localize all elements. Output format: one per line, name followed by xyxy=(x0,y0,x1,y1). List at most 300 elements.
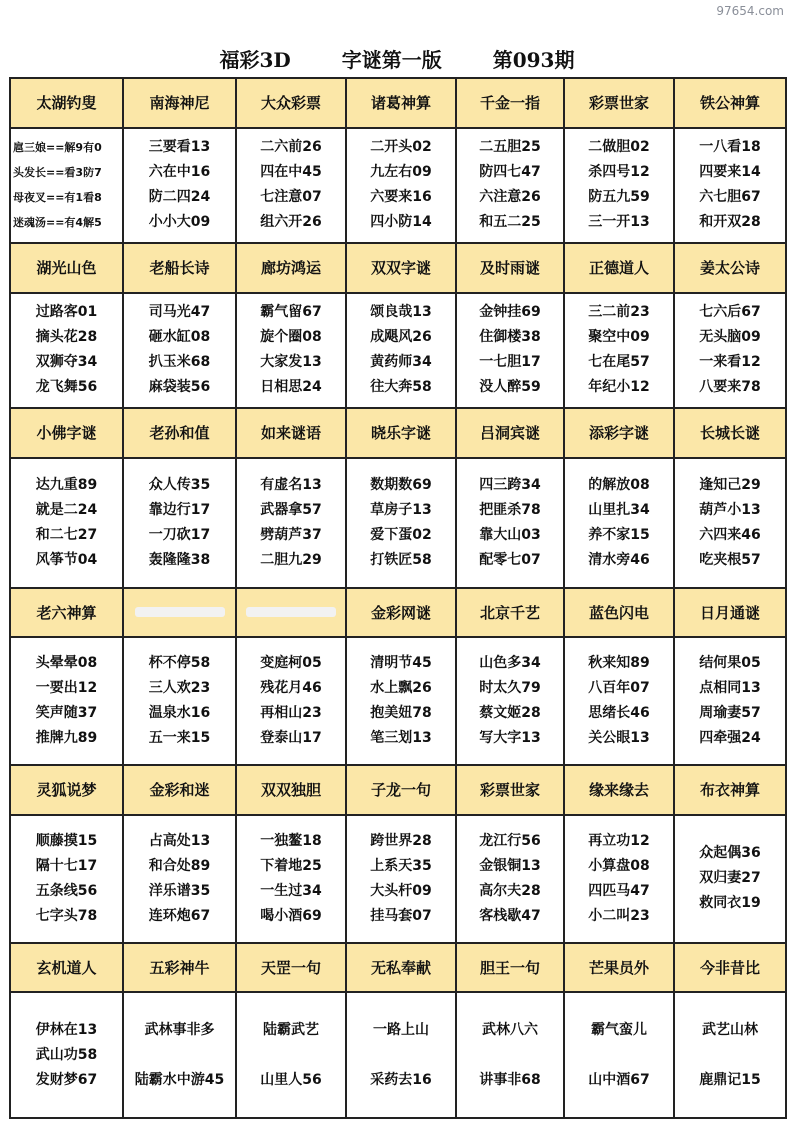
riddle-cell xyxy=(236,128,346,244)
riddle-line: 点相同13 xyxy=(699,680,761,697)
column-header xyxy=(123,408,236,458)
riddle-line xyxy=(457,1043,563,1068)
riddle-line: 数期数69 xyxy=(370,476,432,493)
riddle-line: 二胆九29 xyxy=(260,551,322,568)
riddle-line: 防二四24 xyxy=(148,189,211,206)
riddle-line: 蔡文姬28 xyxy=(479,705,541,722)
column-header-label: 老船长诗 xyxy=(149,259,210,278)
header-row xyxy=(10,765,786,815)
riddle-line: 陆霸武艺 xyxy=(263,1021,319,1038)
riddle-line: 聚空中09 xyxy=(588,329,650,346)
riddle-cell xyxy=(236,458,346,588)
column-header-label: 缘来缘去 xyxy=(588,781,649,800)
riddle-line: 防四七47 xyxy=(479,164,541,181)
column-header xyxy=(236,588,346,638)
riddle-cell xyxy=(346,815,456,943)
column-header-label: 天罡一句 xyxy=(260,958,321,977)
riddle-line: 采药去16 xyxy=(370,1071,432,1088)
riddle-line: 母夜叉==有1看8 xyxy=(13,191,102,205)
riddle-cell xyxy=(456,637,564,765)
riddle-cell xyxy=(564,458,674,588)
column-header xyxy=(346,408,456,458)
riddle-line: 三要看13 xyxy=(148,139,211,156)
riddle-line: 达九重89 xyxy=(35,476,98,493)
column-header-label: 南海神尼 xyxy=(149,94,210,113)
column-header xyxy=(456,408,564,458)
riddle-line: 一独鳌18 xyxy=(260,832,322,849)
riddle-line: 一来看12 xyxy=(699,354,761,371)
riddle-line: 六注意26 xyxy=(479,189,541,206)
riddle-line: 的解放08 xyxy=(588,476,650,493)
column-header xyxy=(346,243,456,293)
riddle-line: 有虚名13 xyxy=(260,476,322,493)
riddle-cell xyxy=(674,128,786,244)
riddle-line: 时太久79 xyxy=(479,680,541,697)
column-header-label: 布衣神算 xyxy=(699,781,760,800)
column-header xyxy=(10,943,123,993)
column-header xyxy=(564,243,674,293)
riddle-line: 高尔夫28 xyxy=(479,882,541,899)
column-header xyxy=(674,588,786,638)
riddle-line: 占高处13 xyxy=(148,832,211,849)
riddle-line: 四牵强24 xyxy=(699,730,761,747)
riddle-line: 六四来46 xyxy=(699,526,761,543)
column-header xyxy=(236,243,346,293)
riddle-line: 一生过34 xyxy=(260,882,322,899)
column-header xyxy=(564,78,674,128)
riddle-line xyxy=(237,1043,345,1068)
riddle-line: 一要出12 xyxy=(35,680,98,697)
column-header-label: 灵狐说梦 xyxy=(36,781,97,800)
riddle-line: 双狮夺34 xyxy=(35,354,98,371)
riddle-cell xyxy=(123,815,236,943)
riddle-cell xyxy=(10,293,123,409)
riddle-line: 跨世界28 xyxy=(370,832,432,849)
title-issue: 第093期 xyxy=(492,48,575,72)
riddle-cell xyxy=(564,992,674,1118)
riddle-line xyxy=(675,1043,785,1068)
riddle-line: 杀四号12 xyxy=(588,164,650,181)
riddle-cell xyxy=(346,128,456,244)
riddle-line: 推牌九89 xyxy=(35,730,98,747)
riddle-line: 和开双28 xyxy=(699,214,761,231)
riddle-cell xyxy=(564,815,674,943)
riddle-line: 鹿鼎记15 xyxy=(699,1071,761,1088)
riddle-line: 四匹马47 xyxy=(588,882,650,899)
riddle-line: 再立功12 xyxy=(588,832,650,849)
riddle-line: 四要来14 xyxy=(699,164,761,181)
riddle-cell xyxy=(123,293,236,409)
column-header-label: 无私奉献 xyxy=(370,958,431,977)
riddle-line: 年纪小12 xyxy=(588,379,650,396)
column-header xyxy=(456,243,564,293)
riddle-cell xyxy=(674,637,786,765)
riddle-cell xyxy=(456,815,564,943)
riddle-line: 山里扎34 xyxy=(588,501,650,518)
riddle-line: 组六开26 xyxy=(260,214,322,231)
riddle-line: 八要来78 xyxy=(699,379,761,396)
header-row xyxy=(10,78,786,128)
riddle-line: 下着地25 xyxy=(260,857,322,874)
riddle-line: 一八看18 xyxy=(699,139,761,156)
column-header-label: 铁公神算 xyxy=(699,94,760,113)
riddle-line: 山中酒67 xyxy=(588,1071,650,1088)
column-header-label: 诸葛神算 xyxy=(370,94,431,113)
riddle-line: 五条线56 xyxy=(35,882,98,899)
riddle-line: 往大奔58 xyxy=(370,379,432,396)
riddle-line: 七注意07 xyxy=(260,189,322,206)
riddle-line: 笔三划13 xyxy=(370,730,432,747)
column-header-label: 胆王一句 xyxy=(479,958,540,977)
riddle-line: 七字头78 xyxy=(35,907,98,924)
riddle-line: 二六前26 xyxy=(260,139,322,156)
content-row xyxy=(10,293,786,409)
column-header xyxy=(10,78,123,128)
riddle-line: 八百年07 xyxy=(588,680,650,697)
riddle-line: 发财梦67 xyxy=(35,1071,98,1088)
column-header-label: 双双字谜 xyxy=(370,259,431,278)
riddle-line: 山色多34 xyxy=(479,655,541,672)
column-header-label: 彩票世家 xyxy=(588,94,649,113)
column-header xyxy=(10,243,123,293)
column-header xyxy=(236,78,346,128)
riddle-line: 二五胆25 xyxy=(479,139,541,156)
riddle-cell xyxy=(10,637,123,765)
column-header-label: 如来谜语 xyxy=(260,424,321,443)
riddle-line: 喝小酒69 xyxy=(260,907,322,924)
column-header-label: 五彩神牛 xyxy=(149,958,210,977)
riddle-cell xyxy=(346,992,456,1118)
column-header xyxy=(236,943,346,993)
riddle-line: 龙江行56 xyxy=(479,832,541,849)
column-header xyxy=(456,78,564,128)
riddle-line: 逢知己29 xyxy=(699,476,761,493)
riddle-line: 小二叫23 xyxy=(588,907,650,924)
column-header xyxy=(346,765,456,815)
riddle-line: 笑声随37 xyxy=(35,705,98,722)
riddle-line: 五一来15 xyxy=(148,730,211,747)
riddle-line: 风筝节04 xyxy=(35,551,98,568)
riddle-line: 司马光47 xyxy=(148,304,211,321)
obscured-header xyxy=(246,607,336,617)
riddle-line: 金钟挂69 xyxy=(479,304,541,321)
riddle-line xyxy=(565,1043,673,1068)
title-edition: 字谜第一版 xyxy=(341,48,442,72)
riddle-line: 没人醉59 xyxy=(479,379,541,396)
riddle-line: 二做胆02 xyxy=(588,139,650,156)
column-header xyxy=(123,588,236,638)
riddle-line: 三人欢23 xyxy=(148,680,211,697)
riddle-line: 四小防14 xyxy=(370,214,432,231)
riddle-line: 大家发13 xyxy=(260,354,322,371)
column-header xyxy=(564,408,674,458)
riddle-line: 小小大09 xyxy=(148,214,211,231)
riddle-line: 摘头花28 xyxy=(35,329,98,346)
column-header-label: 姜太公诗 xyxy=(699,259,760,278)
riddle-line: 日相思24 xyxy=(260,379,322,396)
riddle-cell xyxy=(236,815,346,943)
column-header xyxy=(564,943,674,993)
riddle-line: 九左右09 xyxy=(370,164,432,181)
column-header-label: 长城长谜 xyxy=(699,424,760,443)
riddle-line: 轰隆隆38 xyxy=(148,551,211,568)
column-header xyxy=(674,943,786,993)
riddle-line: 七在尾57 xyxy=(588,354,650,371)
riddle-line: 双归妻27 xyxy=(699,870,761,887)
riddle-cell xyxy=(564,293,674,409)
column-header-label: 湖光山色 xyxy=(36,259,97,278)
riddle-line: 劈葫芦37 xyxy=(260,526,322,543)
column-header-label: 日月通谜 xyxy=(699,603,760,622)
column-header xyxy=(10,765,123,815)
riddle-cell xyxy=(10,992,123,1118)
header-row xyxy=(10,588,786,638)
riddle-line: 结何果05 xyxy=(699,655,761,672)
riddle-line: 写大字13 xyxy=(479,730,541,747)
riddle-table xyxy=(9,77,787,1119)
riddle-line: 洋乐谱35 xyxy=(148,882,211,899)
riddle-cell xyxy=(674,815,786,943)
column-header xyxy=(674,765,786,815)
column-header-label: 老孙和值 xyxy=(149,424,210,443)
riddle-line: 众人传35 xyxy=(148,476,211,493)
column-header xyxy=(674,78,786,128)
header-row xyxy=(10,243,786,293)
riddle-line: 六要来16 xyxy=(370,189,432,206)
riddle-cell xyxy=(10,815,123,943)
obscured-header xyxy=(135,607,225,617)
riddle-cell xyxy=(674,293,786,409)
riddle-cell xyxy=(236,637,346,765)
riddle-line: 葫芦小13 xyxy=(699,501,761,518)
column-header-label: 金彩和迷 xyxy=(149,781,210,800)
riddle-line: 残花月46 xyxy=(260,680,322,697)
riddle-line: 登泰山17 xyxy=(260,730,322,747)
riddle-cell xyxy=(346,293,456,409)
riddle-line: 配零七07 xyxy=(479,551,541,568)
riddle-line: 把匪杀78 xyxy=(479,501,541,518)
riddle-line: 六七胆67 xyxy=(699,189,761,206)
riddle-cell xyxy=(123,128,236,244)
riddle-line: 头发长==看3防7 xyxy=(13,166,102,180)
riddle-line: 众起偶36 xyxy=(699,845,761,862)
column-header xyxy=(123,765,236,815)
riddle-line: 客栈歇47 xyxy=(479,907,541,924)
riddle-line: 挂马套07 xyxy=(370,907,432,924)
header-row xyxy=(10,408,786,458)
content-row xyxy=(10,992,786,1118)
riddle-line: 武器拿57 xyxy=(260,501,322,518)
column-header xyxy=(123,243,236,293)
riddle-line: 武艺山林 xyxy=(702,1021,758,1038)
column-header-label: 廊坊鸿运 xyxy=(260,259,321,278)
riddle-line: 武林八六 xyxy=(482,1021,538,1038)
riddle-line: 一刀砍17 xyxy=(148,526,211,543)
riddle-line: 清明节45 xyxy=(370,655,432,672)
riddle-line: 二开头02 xyxy=(370,139,432,156)
riddle-line: 头晕晕08 xyxy=(35,655,98,672)
riddle-cell xyxy=(346,637,456,765)
column-header xyxy=(456,588,564,638)
riddle-line: 上系天35 xyxy=(370,857,432,874)
column-header-label: 双双独胆 xyxy=(260,781,321,800)
riddle-line: 六在中16 xyxy=(148,164,211,181)
riddle-cell xyxy=(10,128,123,244)
riddle-cell xyxy=(123,458,236,588)
title-lottery: 福彩3D xyxy=(219,48,291,72)
riddle-cell xyxy=(564,128,674,244)
riddle-line: 霸气蛮儿 xyxy=(591,1021,647,1038)
riddle-line: 三一开13 xyxy=(588,214,650,231)
riddle-line: 清水旁46 xyxy=(588,551,650,568)
riddle-line: 秋来知89 xyxy=(588,655,650,672)
riddle-line: 和二七27 xyxy=(35,526,98,543)
column-header-label: 北京千艺 xyxy=(479,603,540,622)
riddle-line: 水上飘26 xyxy=(370,680,432,697)
column-header xyxy=(564,588,674,638)
column-header-label: 金彩网谜 xyxy=(370,603,431,622)
riddle-line: 讲事非68 xyxy=(479,1071,541,1088)
riddle-cell xyxy=(456,128,564,244)
riddle-cell xyxy=(456,458,564,588)
content-row xyxy=(10,128,786,244)
column-header-label: 及时雨谜 xyxy=(479,259,540,278)
column-header-label: 蓝色闪电 xyxy=(588,603,649,622)
riddle-line: 思绪长46 xyxy=(588,705,650,722)
riddle-line: 顺藤摸15 xyxy=(35,832,98,849)
riddle-cell xyxy=(123,992,236,1118)
riddle-line: 龙飞舞56 xyxy=(35,379,98,396)
column-header xyxy=(123,943,236,993)
column-header xyxy=(346,588,456,638)
riddle-line: 爱下蛋02 xyxy=(370,526,432,543)
column-header xyxy=(10,588,123,638)
riddle-line: 关公眼13 xyxy=(588,730,650,747)
riddle-line: 杯不停58 xyxy=(148,655,211,672)
riddle-line: 连环炮67 xyxy=(148,907,211,924)
riddle-line: 温泉水16 xyxy=(148,705,211,722)
riddle-cell xyxy=(10,458,123,588)
column-header-label: 老六神算 xyxy=(36,603,97,622)
column-header-label: 芒果员外 xyxy=(588,958,649,977)
riddle-cell xyxy=(564,637,674,765)
riddle-line: 靠大山03 xyxy=(479,526,541,543)
riddle-line: 三二前23 xyxy=(588,304,650,321)
column-header-label: 千金一指 xyxy=(479,94,540,113)
riddle-line: 砸水缸08 xyxy=(148,329,211,346)
riddle-line: 四三跨34 xyxy=(479,476,541,493)
column-header-label: 今非昔比 xyxy=(699,958,760,977)
riddle-line: 金银铜13 xyxy=(479,857,541,874)
column-header-label: 彩票世家 xyxy=(479,781,540,800)
column-header xyxy=(564,765,674,815)
column-header-label: 添彩字谜 xyxy=(588,424,649,443)
riddle-line: 住御楼38 xyxy=(479,329,541,346)
column-header xyxy=(236,765,346,815)
riddle-line: 周瑜妻57 xyxy=(699,705,761,722)
riddle-line: 防五九59 xyxy=(588,189,650,206)
riddle-line: 四在中45 xyxy=(260,164,322,181)
riddle-line: 和五二25 xyxy=(479,214,541,231)
riddle-line: 无头脑09 xyxy=(699,329,761,346)
riddle-line: 养不家15 xyxy=(588,526,650,543)
riddle-line: 一七胆17 xyxy=(479,354,541,371)
riddle-line xyxy=(347,1043,455,1068)
riddle-line: 大头杆09 xyxy=(370,882,432,899)
column-header xyxy=(346,943,456,993)
riddle-line: 黄药师34 xyxy=(370,354,432,371)
riddle-cell xyxy=(236,293,346,409)
riddle-line: 陆霸水中游45 xyxy=(134,1071,225,1088)
riddle-cell xyxy=(346,458,456,588)
riddle-line: 救同衣19 xyxy=(699,895,761,912)
riddle-cell xyxy=(123,637,236,765)
riddle-line: 打铁匠58 xyxy=(370,551,432,568)
riddle-line: 迷魂汤==有4解5 xyxy=(13,216,102,230)
riddle-cell xyxy=(674,458,786,588)
column-header-label: 小佛字谜 xyxy=(36,424,97,443)
column-header-label: 正德道人 xyxy=(588,259,649,278)
column-header-label: 晓乐字谜 xyxy=(370,424,431,443)
riddle-line: 七六后67 xyxy=(699,304,761,321)
riddle-line: 和合处89 xyxy=(148,857,211,874)
header-row xyxy=(10,943,786,993)
column-header xyxy=(674,243,786,293)
riddle-cell xyxy=(456,992,564,1118)
content-row xyxy=(10,458,786,588)
riddle-line: 就是二24 xyxy=(35,501,98,518)
column-header-label: 玄机道人 xyxy=(36,958,97,977)
column-header-label: 吕洞宾谜 xyxy=(479,424,540,443)
riddle-line: 小算盘08 xyxy=(588,857,650,874)
riddle-cell xyxy=(236,992,346,1118)
riddle-line: 草房子13 xyxy=(370,501,432,518)
riddle-line: 旋个圈08 xyxy=(260,329,322,346)
column-header xyxy=(123,78,236,128)
column-header xyxy=(674,408,786,458)
column-header xyxy=(236,408,346,458)
column-header-label: 大众彩票 xyxy=(260,94,321,113)
riddle-line: 隔十七17 xyxy=(35,857,98,874)
riddle-line: 麻袋装56 xyxy=(148,379,211,396)
column-header xyxy=(10,408,123,458)
riddle-line: 霸气留67 xyxy=(260,304,322,321)
riddle-line: 扒玉米68 xyxy=(148,354,211,371)
riddle-line: 伊林在13 xyxy=(35,1021,98,1038)
column-header-label: 太湖钓叟 xyxy=(36,94,97,113)
riddle-line: 武林事非多 xyxy=(144,1021,215,1038)
content-row xyxy=(10,815,786,943)
riddle-line: 靠边行17 xyxy=(148,501,211,518)
column-header xyxy=(456,943,564,993)
riddle-line: 成飓风26 xyxy=(370,329,432,346)
page-title xyxy=(0,44,794,76)
riddle-line: 一路上山 xyxy=(373,1021,429,1038)
riddle-line: 颂良哉13 xyxy=(370,304,432,321)
site-watermark: 97654.com xyxy=(716,4,784,18)
riddle-line: 变庭柯05 xyxy=(260,655,322,672)
riddle-line: 山里人56 xyxy=(260,1071,322,1088)
column-header-label: 子龙一句 xyxy=(370,781,431,800)
riddle-line: 吃夹根57 xyxy=(699,551,761,568)
column-header xyxy=(456,765,564,815)
riddle-line: 扈三娘==解9有0 xyxy=(13,141,102,155)
riddle-line xyxy=(124,1043,235,1068)
riddle-line: 过路客01 xyxy=(35,304,98,321)
riddle-line: 武山功58 xyxy=(35,1046,98,1063)
column-header xyxy=(346,78,456,128)
riddle-line: 抱美妞78 xyxy=(370,705,432,722)
